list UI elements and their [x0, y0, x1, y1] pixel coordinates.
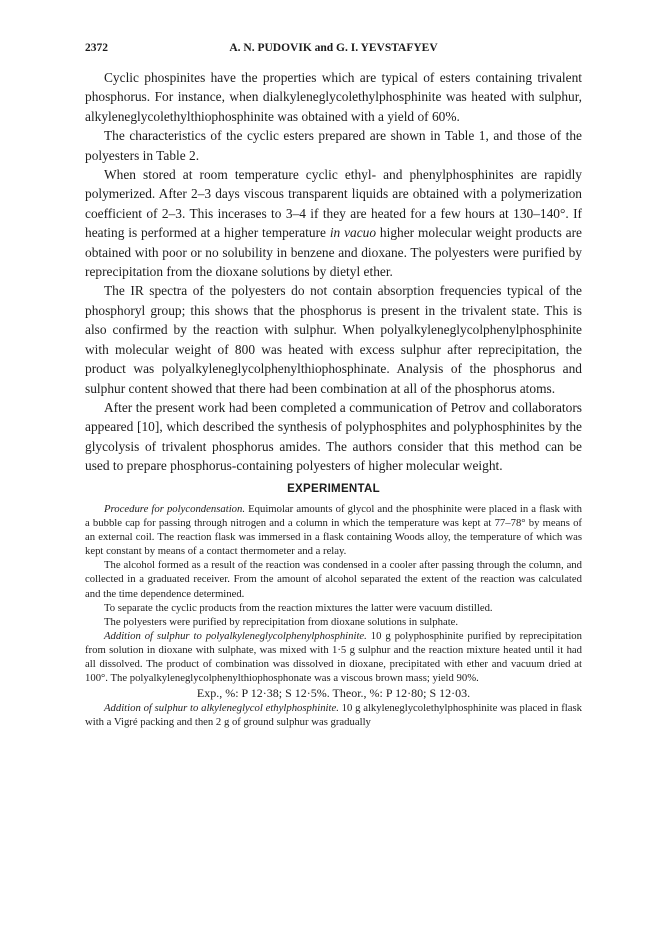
paragraph: The IR spectra of the polyesters do not contain absorption frequencies typical of the phosphoryl group; this shows that the phosphorus is present in the trivalent state. This is also confirmed by the reaction with sulphur. When polyalkyleneglycolphenylphosphinite with molecular weight of 800 was heated with excess sulphur after reprecipitation, the product was polyalkyleneglycolphenylthiophosphinate. Analysis of the phosphorus and sulphur content showed that there had been combination at all of the phosphorus atoms.: [85, 283, 582, 396]
paragraph: Cyclic phospinites have the properties which are typical of esters containing trivalent phosphorus. For instance, when dialkyleneglycolethylphosphinite was heated with sulphur, alkyleneglycolethylthiophosphinite was obtained with a yield of 60%.: [85, 70, 582, 124]
paragraph-lead: Addition of sulphur to polyalkyleneglycolphenylphosphinite.: [104, 629, 367, 642]
text-run: 10 g alkyleneglycolethylphosphinite was placed in flask with a Vigré packing and then 2 g of ground sulphur was gradually: [85, 702, 582, 729]
paragraph: [85, 701, 582, 729]
analysis-formula: Exp., %: P 12·38; S 12·5%. Theor., %: P 12·80; S 12·03.: [196, 686, 471, 701]
paragraph: [85, 165, 582, 281]
text-run: When stored at room temperature cyclic ethyl- and phenylphosphinites are rapidly polymerized. After 2–3 days viscous transparent liquids are obtained with a polymerization coefficient of 2–3. This incerases to 3–4 if they are heated for a few hours at 130–140°. If heating is performed at a higher temperature: [85, 167, 582, 241]
article-body: [85, 68, 582, 729]
text-run: Equimolar amounts of glycol and the phosphinite were placed in a flask with a bubble cap for passing through nitrogen and a column in which the temperature was kept at 77–78° by means of an external coil. The reaction flask was immersed in a flask containing Woods alloy, the temperature of which was kept constant by means of a contact thermometer and a relay.: [85, 502, 582, 558]
section-title: EXPERIMENTAL: [287, 482, 380, 495]
experimental-section: [85, 502, 582, 730]
paragraph: The polyesters were purified by reprecipitation from dioxane solutions in sulphate.: [104, 615, 459, 628]
text-run: higher molecular weight products are obtained with poor or no solubility in benzene and dioxane. The polyesters were purified by reprecipitation from the dioxane solutions by dietyl ether.: [85, 225, 582, 280]
paragraph: The alcohol formed as a result of the reaction was condensed in a cooler after passing through the column, and collected in a graduated receiver. From the amount of alcohol separated the extent of the reaction was calculated and the time dependence determined.: [85, 559, 582, 600]
paragraph-lead: Addition of sulphur to alkyleneglycol ethylphosphinite.: [104, 702, 339, 715]
paragraph: To separate the cyclic products from the reaction mixtures the latter were vacuum distilled.: [104, 601, 493, 614]
paragraph: [85, 502, 582, 558]
page-number: 2372: [85, 42, 108, 54]
paragraph-lead: Procedure for polycondensation.: [104, 502, 246, 515]
paragraph: The characteristics of the cyclic esters prepared are shown in Table 1, and those of the polyesters in Table 2.: [85, 128, 582, 163]
authors-header: A. N. PUDOVIK and G. I. YEVSTAFYEV: [229, 42, 438, 54]
text-run: 10 g polyphosphinite purified by reprecipitation from solution in dioxane with sulphate, was mixed with 1·5 g sulphur and the reaction mixture heated until it had all dissolved. The product of combination was dissolved in dioxane, precipitated with ether and vacuum dried at 100°. The polyalkyleneglycolphenylthiophosphonate was a viscous brown mass; yield 90%.: [85, 629, 582, 685]
italic-text: in vacuo: [329, 225, 377, 241]
paragraph: [85, 629, 582, 685]
paragraph: After the present work had been completed a communication of Petrov and collaborators appeared [10], which described the synthesis of polyphosphites and polyphosphinites by the glycolysis of trivalent phosphorus amides. The authors consider that this method can be used to prepare phosphorus-containing polyesters of higher molecular weight.: [85, 399, 582, 474]
